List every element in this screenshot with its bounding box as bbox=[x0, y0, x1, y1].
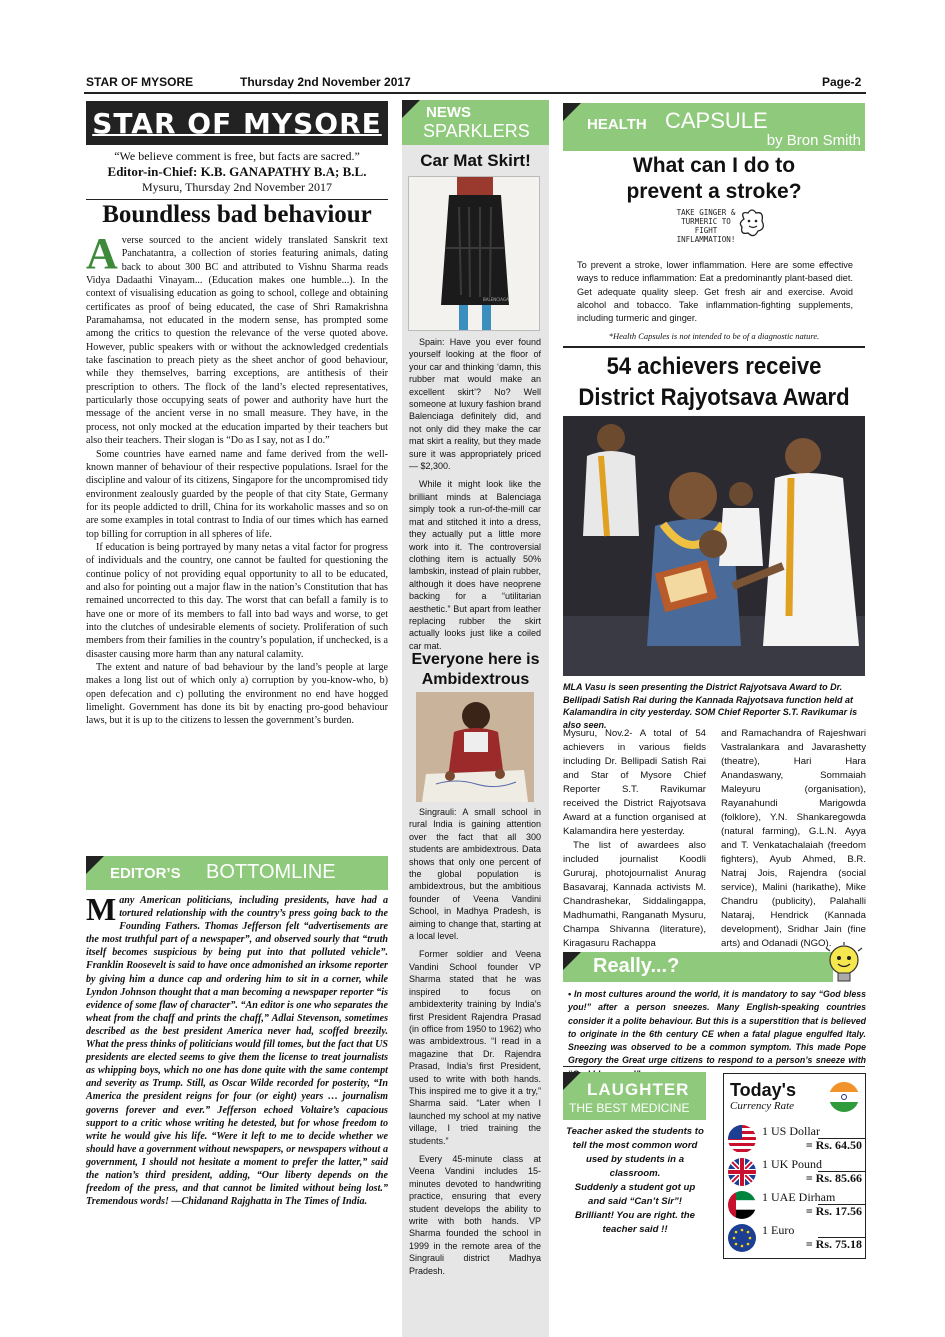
india-flag-icon bbox=[829, 1082, 859, 1112]
laughter-tab-light: THE BEST MEDICINE bbox=[569, 1101, 690, 1115]
bottomline-tab-bold: EDITOR’S bbox=[110, 865, 181, 882]
uae-flag-icon bbox=[728, 1191, 756, 1219]
masthead-logo bbox=[86, 101, 388, 145]
really-corner bbox=[563, 952, 581, 970]
awards-col1-p1: Mysuru, Nov.2- A total of 54 achievers in various fields including Dr. Bellipadi Satish Rai and Star of Mysore Chief Reporter S.T. Ravikumar received the District Rajyotsava Award at a function organised at Kalamandira here yesterday. bbox=[563, 728, 706, 837]
health-tab bbox=[563, 103, 865, 151]
sparklers-tab bbox=[402, 100, 549, 145]
masthead-motto: “We believe comment is free, but facts are sacred.” bbox=[114, 149, 360, 163]
editorial-body bbox=[86, 229, 388, 728]
student-illustration bbox=[416, 692, 534, 802]
awards-photo bbox=[563, 416, 865, 676]
bottomline-corner bbox=[86, 856, 104, 874]
masthead-rule bbox=[86, 199, 388, 200]
sparklers-story1-body bbox=[409, 336, 541, 652]
currency-value: = Rs. 75.18 bbox=[805, 1237, 862, 1251]
really-bullet: • bbox=[568, 989, 574, 999]
currency-value: = Rs. 64.50 bbox=[805, 1138, 862, 1152]
eu-flag-icon bbox=[728, 1224, 756, 1252]
bottomline-tab bbox=[86, 856, 388, 890]
awards-headline: 54 achievers receive District Rajyotsava Award bbox=[578, 353, 850, 411]
health-disclaimer: *Health Capsules is not intended to be of a diagnostic nature. bbox=[608, 331, 820, 341]
skirt-brand-label: BALENCIAGA bbox=[483, 297, 509, 302]
sparklers-story2-p2: Former soldier and Veena Vandini School founder VP Sharma stated that he was inspired to focus on ambidexterity training by India’s first President Rajendra Prasad (in office from 1950 to 1962) who was ambidextrous. “I read in a magazine that Dr. Rajendra Prasad, India’s first President, used to write with both hands. This inspired me to give it a try,” Sharma said. “Later when I launched my school at my native village, I tried training the students.” bbox=[409, 949, 541, 1146]
health-tab-light: CAPSULE bbox=[665, 108, 768, 133]
sparklers-story1-title: Car Mat Skirt! bbox=[420, 151, 531, 170]
really-rule bbox=[563, 1066, 865, 1067]
awards-caption: MLA Vasu is seen presenting the District Rajyotsava Award to Dr. Bellipadi Satish Rai during the Kannada Rajyotsava function held at Kalamandira in city yesterday. SOM Chief Reporter S.T. Ravikumar is also seen. bbox=[563, 682, 858, 730]
currency-name: 1 UAE Dirham bbox=[762, 1190, 836, 1204]
page-number: Page-2 bbox=[822, 75, 862, 89]
award-ceremony-illustration bbox=[563, 416, 865, 676]
awards-col1-p2: The list of awardees also included journalist Koodli Gururaj, photojournalist Anurag Basavaraj, Kannada activists M. Chandrashekar, Siddalingappa, Madhumathi, Ranganath Mysuru, Champa Shivanna (literature), Kiragasuru Rachappa bbox=[563, 840, 706, 949]
health-title: What can I do to prevent a stroke? bbox=[626, 154, 802, 203]
currency-row-eur bbox=[728, 1223, 866, 1253]
awards-col2: and Ramachandra of Rajeshwari Vastralankara and Javarashetty (theatre), Hari Hara Anandaswany, Sommaiah Maleyuru (organisation), Rayanahundi Marigowda (folklore), Y.N. Shankaregowda (natural farming), G.L.N. Ayya and T. Venkatachalaiah (freedom fighters), Ayub Ahmed, B.R. Natraj Jois, Rajendra (social service), Malini (harikathe), Mike Chandru (publicity), Palahalli Nataraj, Hendrick (Kannada development), Sridhar Jain (fine arts) and Odanadi (NGO). bbox=[721, 728, 866, 949]
lightbulb-icon bbox=[822, 942, 866, 988]
editorial-p4: The extent and nature of bad behaviour by the land’s people at large makes a long list out of which only a) corruption by you-know-who, b) open defecation and c) polluting the environment no end have hogged limelight. Government has done its bit by enacting pro-good behaviour laws, but it is up to the citizens to lessen the government’s burden. bbox=[86, 662, 388, 727]
bottomline-drop-cap: M bbox=[86, 891, 117, 927]
skirt-illustration bbox=[409, 177, 540, 331]
really-tab-label: Really...? bbox=[593, 955, 680, 977]
bottomline-text: any American politicians, including presidents, have had a tortured relationship with the country’s press going back to the Founding Fathers. Thomas Jefferson felt “advertisements are the most truthful part of a newspaper”, and observed sourly that “truth itself becomes suspicious by being put into that polluted vehicle”. Franklin Roosevelt is said to have once admonished an irksome reporter by giving him a dunce cap and ordering him to sit in a corner, while Lyndon Johnson thought that a man becoming a newspaper reporter “is evidence of some flaw of character”. “An editor is one who separates the wheat from the chaff and prints the chaff,” Adlai Stevenson, sometimes described as the best president America never had, scoffed breezily. What the press thinks of politicians would fill tomes, but the fact that US presidents are elected seems to give them the license to treat journalists as whipping boys, which no one has done quite with the same contempt and severity as Trump. Still, as Oscar Wilde recorded for posterity, “In America the president reigns for four (or eight) years … journalism governs forever and ever.” Jefferson echoed Voltaire’s capacious support to a critic whose writing he detested, but for whose freedom to write he would give his life. “Were it left to me to decide whether we should have a government without newspapers, or newspapers without a government, I should not hesitate a moment to prefer the latter,” said the nation’s third president, adding, “Our liberty depends on the freedom of the press, and that cannot be limited without being lost.” Tremendous words! —Chidanand Rajghatta in The Times of India. bbox=[86, 895, 388, 1208]
health-byline: by Bron Smith bbox=[766, 132, 861, 149]
us-flag-icon bbox=[728, 1125, 756, 1153]
currency-row-gbp bbox=[728, 1157, 866, 1187]
sparklers-story1-p2: While it might look like the brilliant minds at Balenciaga simply took a run-of-the-mill car mat and stitched it into a dress, they actually put a little more work into it. The controversial clothing item is actually 50% lambskin, instead of plain rubber, although it does have neoprene backing for a “utilitarian aesthetic.” But apart from leather replacing rubber the skirt actually looks just like a coiled car mat. bbox=[409, 479, 541, 651]
sparklers-corner bbox=[402, 100, 420, 118]
sparklers-story1-p1: Spain: Have you ever found yourself looking at the floor of your car and thinking ‘damn, this rubber mat would make an excellent skirt’? No? Well someone at luxury fashion brand Balenciaga definitely did, and not only did they make the car mat skirt a reality, but they made sure it was appropriately priced — $2,300. bbox=[409, 337, 541, 472]
editorial-p2: Some countries have earned name and fame derived from the well-known manner of behaviour of their respective populations. Israel for the discipline and valour of its citizens, Singapore for the uncompromised tidy environment zealously guarded by the people of that city State, Germany for its people addicted to drill, China for its workaholic masses and so on are some examples in total contrast to India of our times which has earned top billing for corruption in all spheres of life. bbox=[86, 448, 388, 540]
paper-name: STAR OF MYSORE bbox=[86, 75, 194, 89]
masthead-editor: Editor-in-Chief: K.B. GANAPATHY B.A; B.L. bbox=[107, 164, 367, 179]
really-text bbox=[568, 988, 866, 1081]
editorial-headline: Boundless bad behaviour bbox=[102, 201, 372, 228]
bottomline-tab-light: BOTTOMLINE bbox=[206, 861, 336, 883]
currency-name: 1 UK Pound bbox=[762, 1157, 823, 1171]
awards-col1 bbox=[563, 727, 706, 951]
currency-row-usd bbox=[728, 1124, 866, 1154]
editorial-p1: verse sourced to the ancient widely translated Sanskrit text Panchatantra, a collection of stories featuring animals, dating back to about 300 BC and attributed to Vishnu Sharma reads Vidya Dadaathi Vinayam... (Education makes one humble...). In the context of visualising education as going to school, college and obtaining certificates as proof of being educated, the case of Shri Ramakrishna Paramahamsa, not educated in the modern sense, has prompted some among the critics to question the relevance of the verse quoted above. However, public speakers with or without the acknowledged credentials take fascination to preach piety as the sheet anchor of good behaviour, while they themselves, barring exceptions, are antithesis of their prescription to others. The flock of the land’s elected representatives, particularly those occupying seats of power and authority have hurt the message of the ancient verse in no small measure. They have, in the process, not only mocked at the education imparted by their teachers but also their teachers. Their slogan is “Do as I say, not as I do.” bbox=[86, 235, 388, 447]
health-corner bbox=[563, 103, 581, 121]
issue-date: Thursday 2nd November 2017 bbox=[240, 75, 411, 89]
laughter-joke-line3: Brilliant! You are right. the teacher said !! bbox=[575, 1210, 695, 1235]
currency-name: 1 Euro bbox=[762, 1223, 795, 1237]
currency-title: Today's bbox=[730, 1080, 796, 1100]
uk-flag-icon bbox=[728, 1158, 756, 1186]
sparklers-tab-bold: NEWS bbox=[426, 104, 471, 121]
ambidextrous-photo bbox=[416, 692, 534, 802]
laughter-tab-bold: LAUGHTER bbox=[587, 1080, 690, 1099]
masthead-dateline: Mysuru, Thursday 2nd November 2017 bbox=[141, 180, 333, 194]
health-rule bbox=[563, 346, 865, 348]
currency-row-aed bbox=[728, 1190, 866, 1220]
sparklers-tab-light: SPARKLERS bbox=[423, 121, 530, 141]
really-tab bbox=[563, 952, 833, 982]
currency-name: 1 US Dollar bbox=[762, 1124, 820, 1138]
currency-subtitle: Currency Rate bbox=[730, 1100, 795, 1112]
editorial-p3: If education is being portrayed by many netas a vital factor for progress of individuals and the country, one cannot be faulted for questioning the continue policy of not providing equal opportunity to all to be educated, and also for pointing out a major flaw in the nation’s Constitution that has remained uncorrected to this day. The worst that can befall a family is to have one or more of its members to fall into bad ways and worse, to get into the clutches of undesirable elements of society. Proliferation of such members from their families in the country’s population, if unchecked, is a disaster causing more harm than any natural calamity. bbox=[86, 541, 388, 660]
really-text-body: In most cultures around the world, it is mandatory to say “God bless you!” after a person sneezes. Many English-speaking countries consider it a polite behaviour. But this is a superstition that is believed to originate in the 6th century CE when a fatal plague engulfed Italy. Sneezing was observed to be a common symptom. This made Pope Gregory the Great urge citizens to respond to a person’s sneeze with bbox=[568, 989, 867, 1066]
laughter-joke-line1: Teacher asked the students to tell the most common word used by students in a classroom. bbox=[566, 1126, 704, 1179]
top-rule bbox=[84, 92, 866, 94]
health-tab-bold: HEALTH bbox=[587, 116, 647, 133]
laughter-joke bbox=[566, 1125, 704, 1237]
skirt-photo bbox=[408, 176, 540, 331]
health-note: TAKE GINGER & TURMERIC TO FIGHT INFLAMMATION! bbox=[676, 208, 736, 244]
currency-value: = Rs. 85.66 bbox=[805, 1171, 862, 1185]
editorial-paragraph bbox=[86, 229, 388, 448]
sparklers-story2-p3: Every 45-minute class at Veena Vandini includes 15-minutes devoted to handwriting practice, ensuring that every student develops the ability to write with both hands. VP Sharma founded the school in 1999 in the remote area of the Singrauli district Madhya Pradesh. bbox=[409, 1153, 541, 1276]
sparklers-story2-p1: Singrauli: A small school in rural India is gaining attention over the fact that all 300 students are ambidextrous. Data shows that only one percent of the global population is ambidextrous, but the ambitious founder of Veena Vandini School, in Madhya Pradesh, is aiming to change that, starting at a local level. bbox=[409, 807, 541, 942]
laughter-corner bbox=[563, 1072, 581, 1090]
health-body: To prevent a stroke, lower inflammation. Here are some effective ways to reduce inflammation: Eat a predominantly plant-based diet. Get adequate quality sleep. Get fresh air and exercise. Avoid alcohol and tobacco. Take inflammation-fighting supplements, including turmeric and ginger. bbox=[577, 260, 853, 324]
sparklers-story2-title: Everyone here is Ambidextrous bbox=[411, 651, 540, 688]
masthead-logo-text: STAR OF MYSORE bbox=[92, 106, 382, 140]
sparklers-story2-body bbox=[409, 806, 541, 1277]
ginger-doodle-icon bbox=[738, 207, 768, 241]
currency-value: = Rs. 17.56 bbox=[805, 1204, 862, 1218]
editorial-drop-cap: A bbox=[86, 229, 118, 278]
laughter-joke-line2: Suddenly a student got up and said “Can’t Sir”! bbox=[574, 1182, 696, 1207]
bottomline-body bbox=[86, 891, 388, 1208]
laughter-tab bbox=[563, 1072, 706, 1120]
